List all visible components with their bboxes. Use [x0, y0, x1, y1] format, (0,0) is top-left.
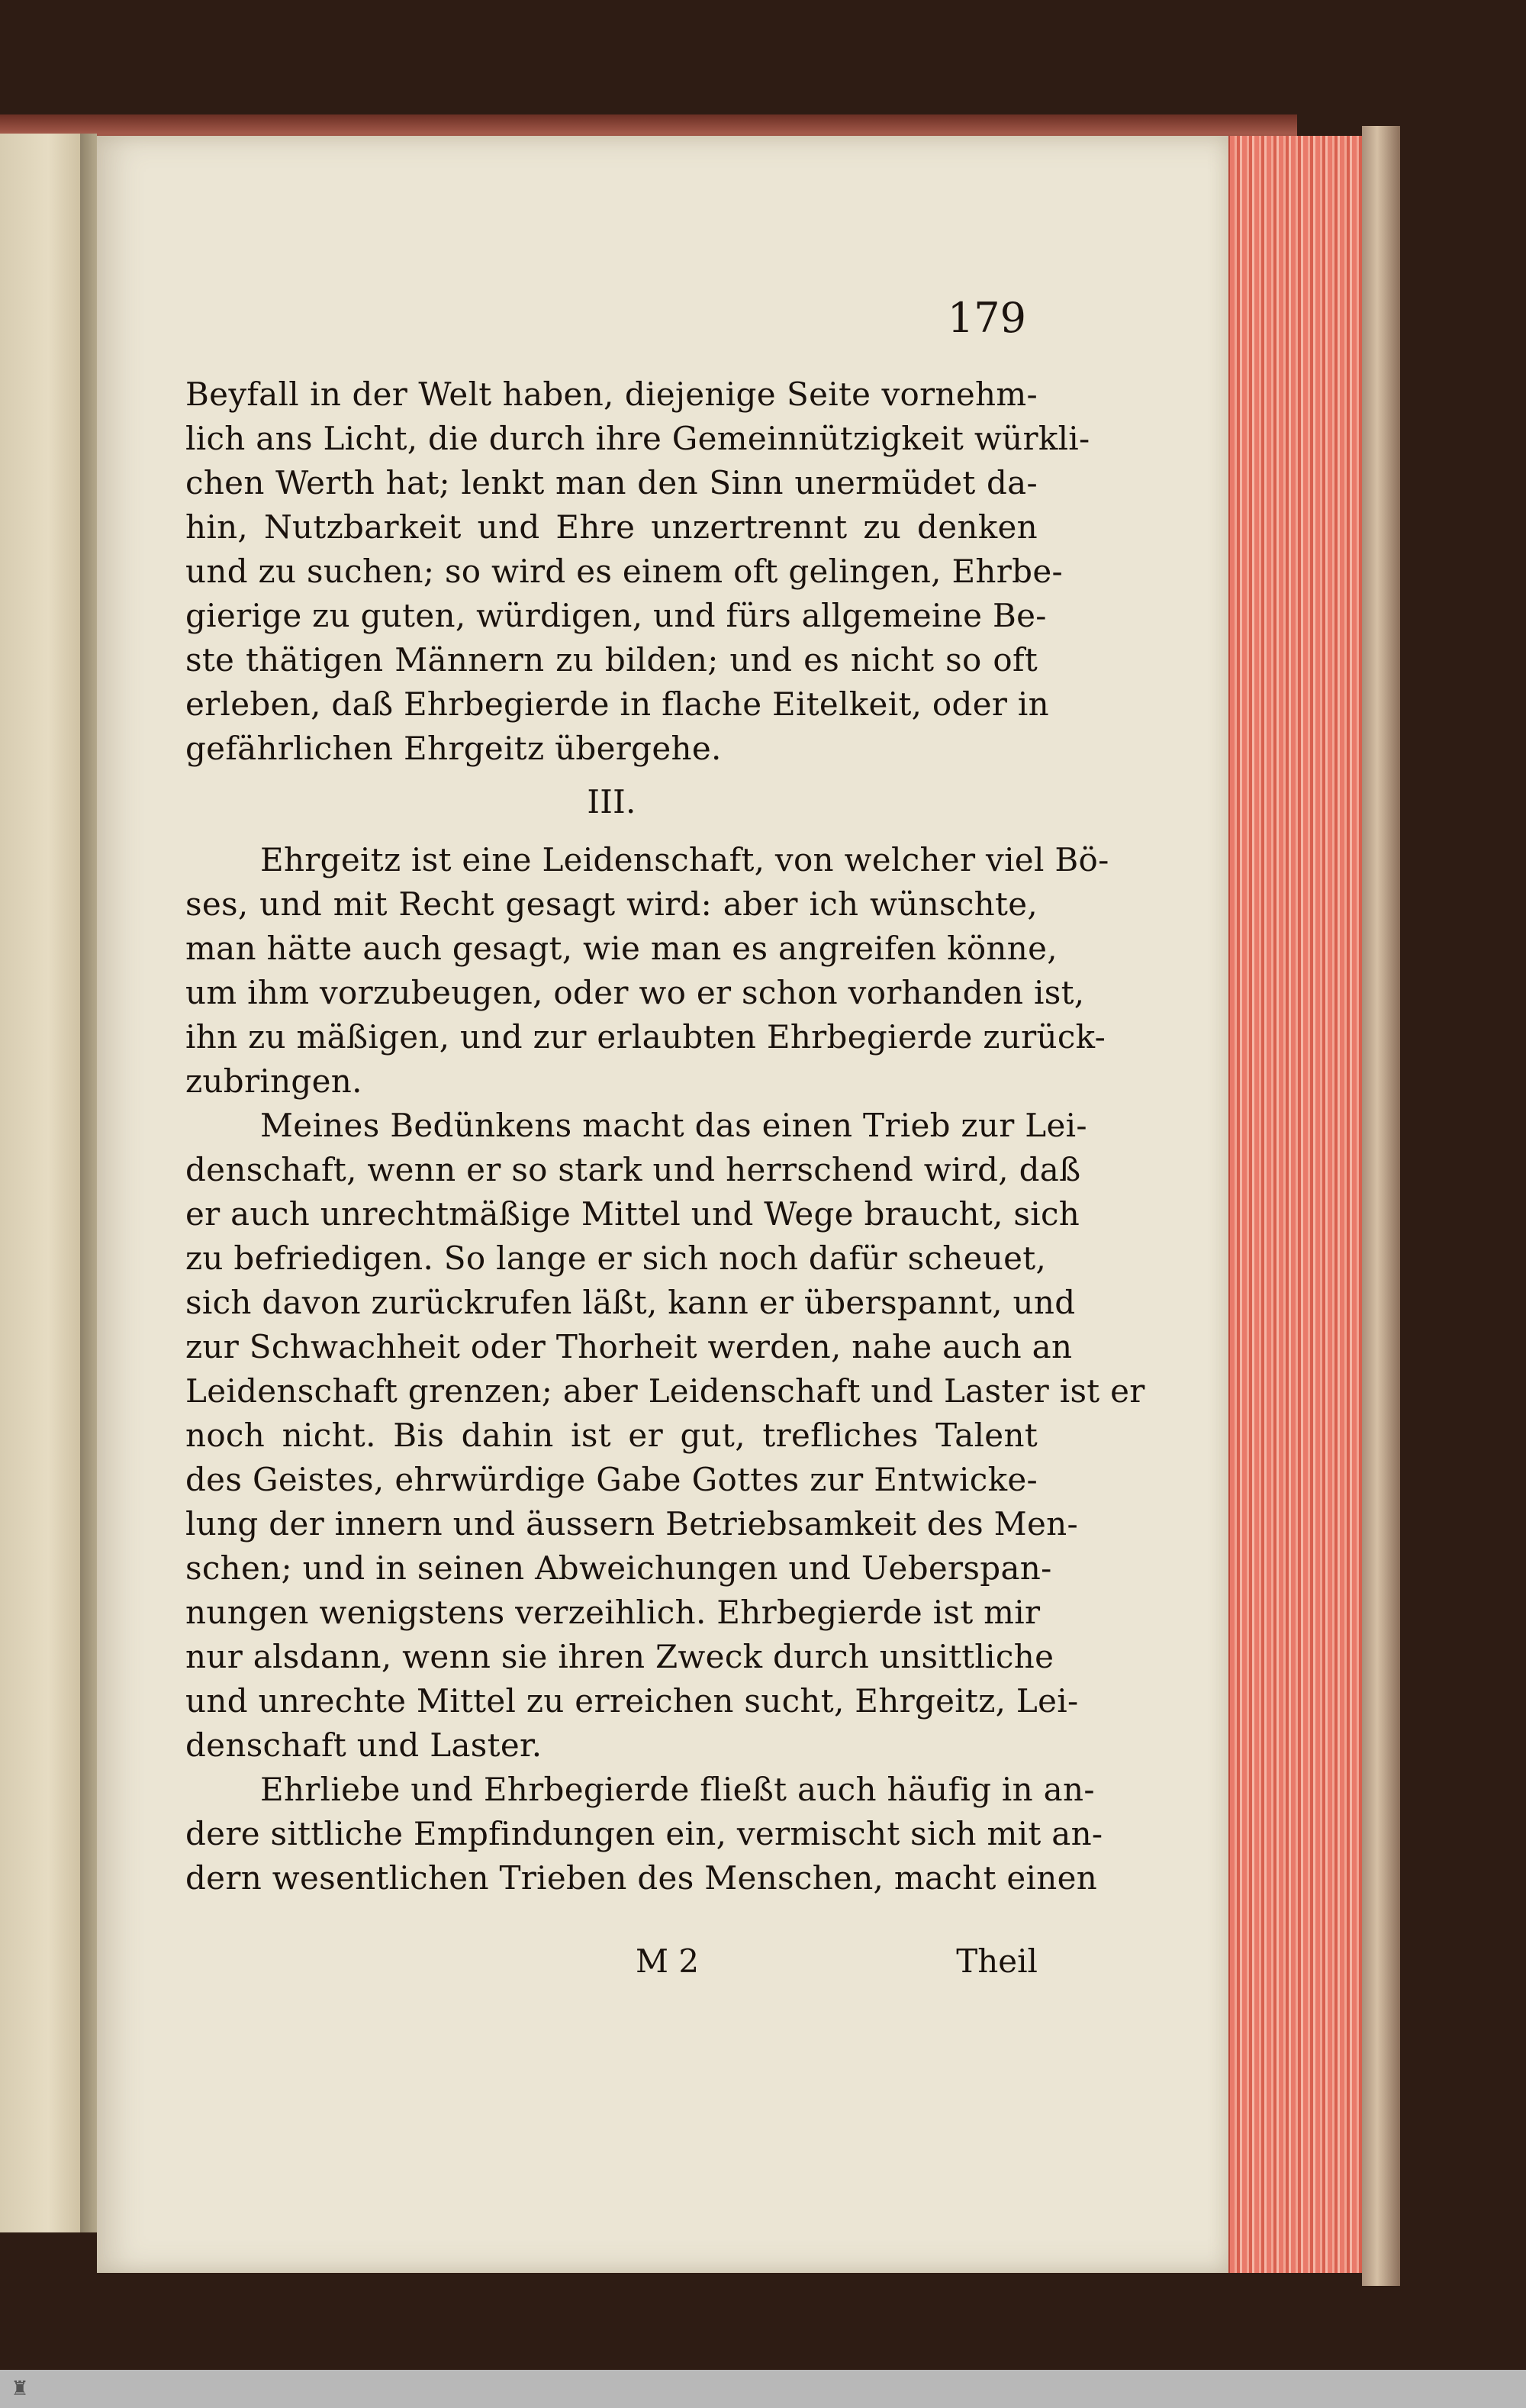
- page-number: 179: [947, 294, 1026, 342]
- text-line: sich davon zurückrufen läßt, kann er überspannt, und: [185, 1284, 1076, 1321]
- text-line: zur Schwachheit oder Thorheit werden, nahe auch an: [185, 1328, 1073, 1365]
- text-line: lung der innern und äussern Betriebsamkeit des Men-: [185, 1505, 1078, 1542]
- viewer-footer-bar: [0, 2370, 1526, 2408]
- text-line: ste thätigen Männern zu bilden; und es nicht so oft: [185, 641, 1038, 679]
- paragraph-1: [185, 372, 1090, 771]
- text-line: Beyfall in der Welt haben, diejenige Seite vornehm-: [185, 376, 1038, 413]
- page-footer-line: [185, 1939, 1038, 1984]
- signature-mark: M 2: [636, 1942, 700, 1980]
- text-line: zubringen.: [185, 1062, 362, 1100]
- text-line: er auch unrechtmäßige Mittel und Wege braucht, sich: [185, 1195, 1080, 1233]
- text-line: Ehrliebe und Ehrbegierde fließt auch häufig in an-: [260, 1771, 1095, 1808]
- book-cover-edge: [1362, 126, 1400, 2286]
- text-line: zu befriedigen. So lange er sich noch dafür scheuet,: [185, 1239, 1047, 1277]
- text-line: denschaft und Laster.: [185, 1726, 542, 1764]
- paragraph-4: [185, 1768, 1103, 1900]
- text-line: Leidenschaft grenzen; aber Leidenschaft und Laster ist er: [185, 1372, 1145, 1410]
- text-line: des Geistes, ehrwürdige Gabe Gottes zur Entwicke-: [185, 1461, 1038, 1498]
- text-line: Meines Bedünkens macht das einen Trieb zur Lei-: [260, 1107, 1087, 1144]
- text-line: noch nicht. Bis dahin ist er gut, trefliches Talent: [185, 1417, 1038, 1454]
- catchword: Theil: [956, 1942, 1038, 1980]
- text-line: Ehrgeitz ist eine Leidenschaft, von welcher viel Bö-: [260, 841, 1109, 878]
- text-line: ihn zu mäßigen, und zur erlaubten Ehrbegierde zurück-: [185, 1018, 1106, 1056]
- text-line: gefährlichen Ehrgeitz übergehe.: [185, 730, 722, 767]
- paragraph-2: [185, 838, 1109, 1104]
- text-line: gierige zu guten, würdigen, und fürs allgemeine Be-: [185, 597, 1047, 634]
- text-line: erleben, daß Ehrbegierde in flache Eitelkeit, oder in: [185, 685, 1049, 723]
- body-text: [185, 372, 1145, 1900]
- text-line: chen Werth hat; lenkt man den Sinn unermüdet da-: [185, 464, 1038, 501]
- text-line: nur alsdann, wenn sie ihren Zweck durch unsittliche: [185, 1638, 1054, 1675]
- text-line: ses, und mit Recht gesagt wird: aber ich wünschte,: [185, 885, 1038, 923]
- left-page-edge: [0, 134, 82, 2232]
- text-line: um ihm vorzubeugen, oder wo er schon vorhanden ist,: [185, 974, 1085, 1011]
- text-line: lich ans Licht, die durch ihre Gemeinnützigkeit würkli-: [185, 420, 1090, 457]
- text-line: schen; und in seinen Abweichungen und Ueberspan-: [185, 1549, 1052, 1587]
- section-heading: III.: [587, 783, 636, 820]
- library-logo-icon: ♜: [11, 2377, 29, 2400]
- paragraph-3: [185, 1104, 1145, 1768]
- text-line: denschaft, wenn er so stark und herrschend wird, daß: [185, 1151, 1081, 1188]
- page-fore-edge: [1228, 136, 1363, 2273]
- text-line: nungen wenigstens verzeihlich. Ehrbegierde ist mir: [185, 1594, 1041, 1631]
- text-line: dern wesentlichen Trieben des Menschen, macht einen: [185, 1859, 1098, 1897]
- text-line: man hätte auch gesagt, wie man es angreifen könne,: [185, 930, 1058, 967]
- text-line: hin, Nutzbarkeit und Ehre unzertrennt zu denken: [185, 508, 1038, 546]
- text-line: und unrechte Mittel zu erreichen sucht, Ehrgeitz, Lei-: [185, 1682, 1079, 1720]
- text-line: dere sittliche Empfindungen ein, vermischt sich mit an-: [185, 1815, 1103, 1852]
- text-line: und zu suchen; so wird es einem oft gelingen, Ehrbe-: [185, 553, 1063, 590]
- page-gutter: [80, 134, 97, 2232]
